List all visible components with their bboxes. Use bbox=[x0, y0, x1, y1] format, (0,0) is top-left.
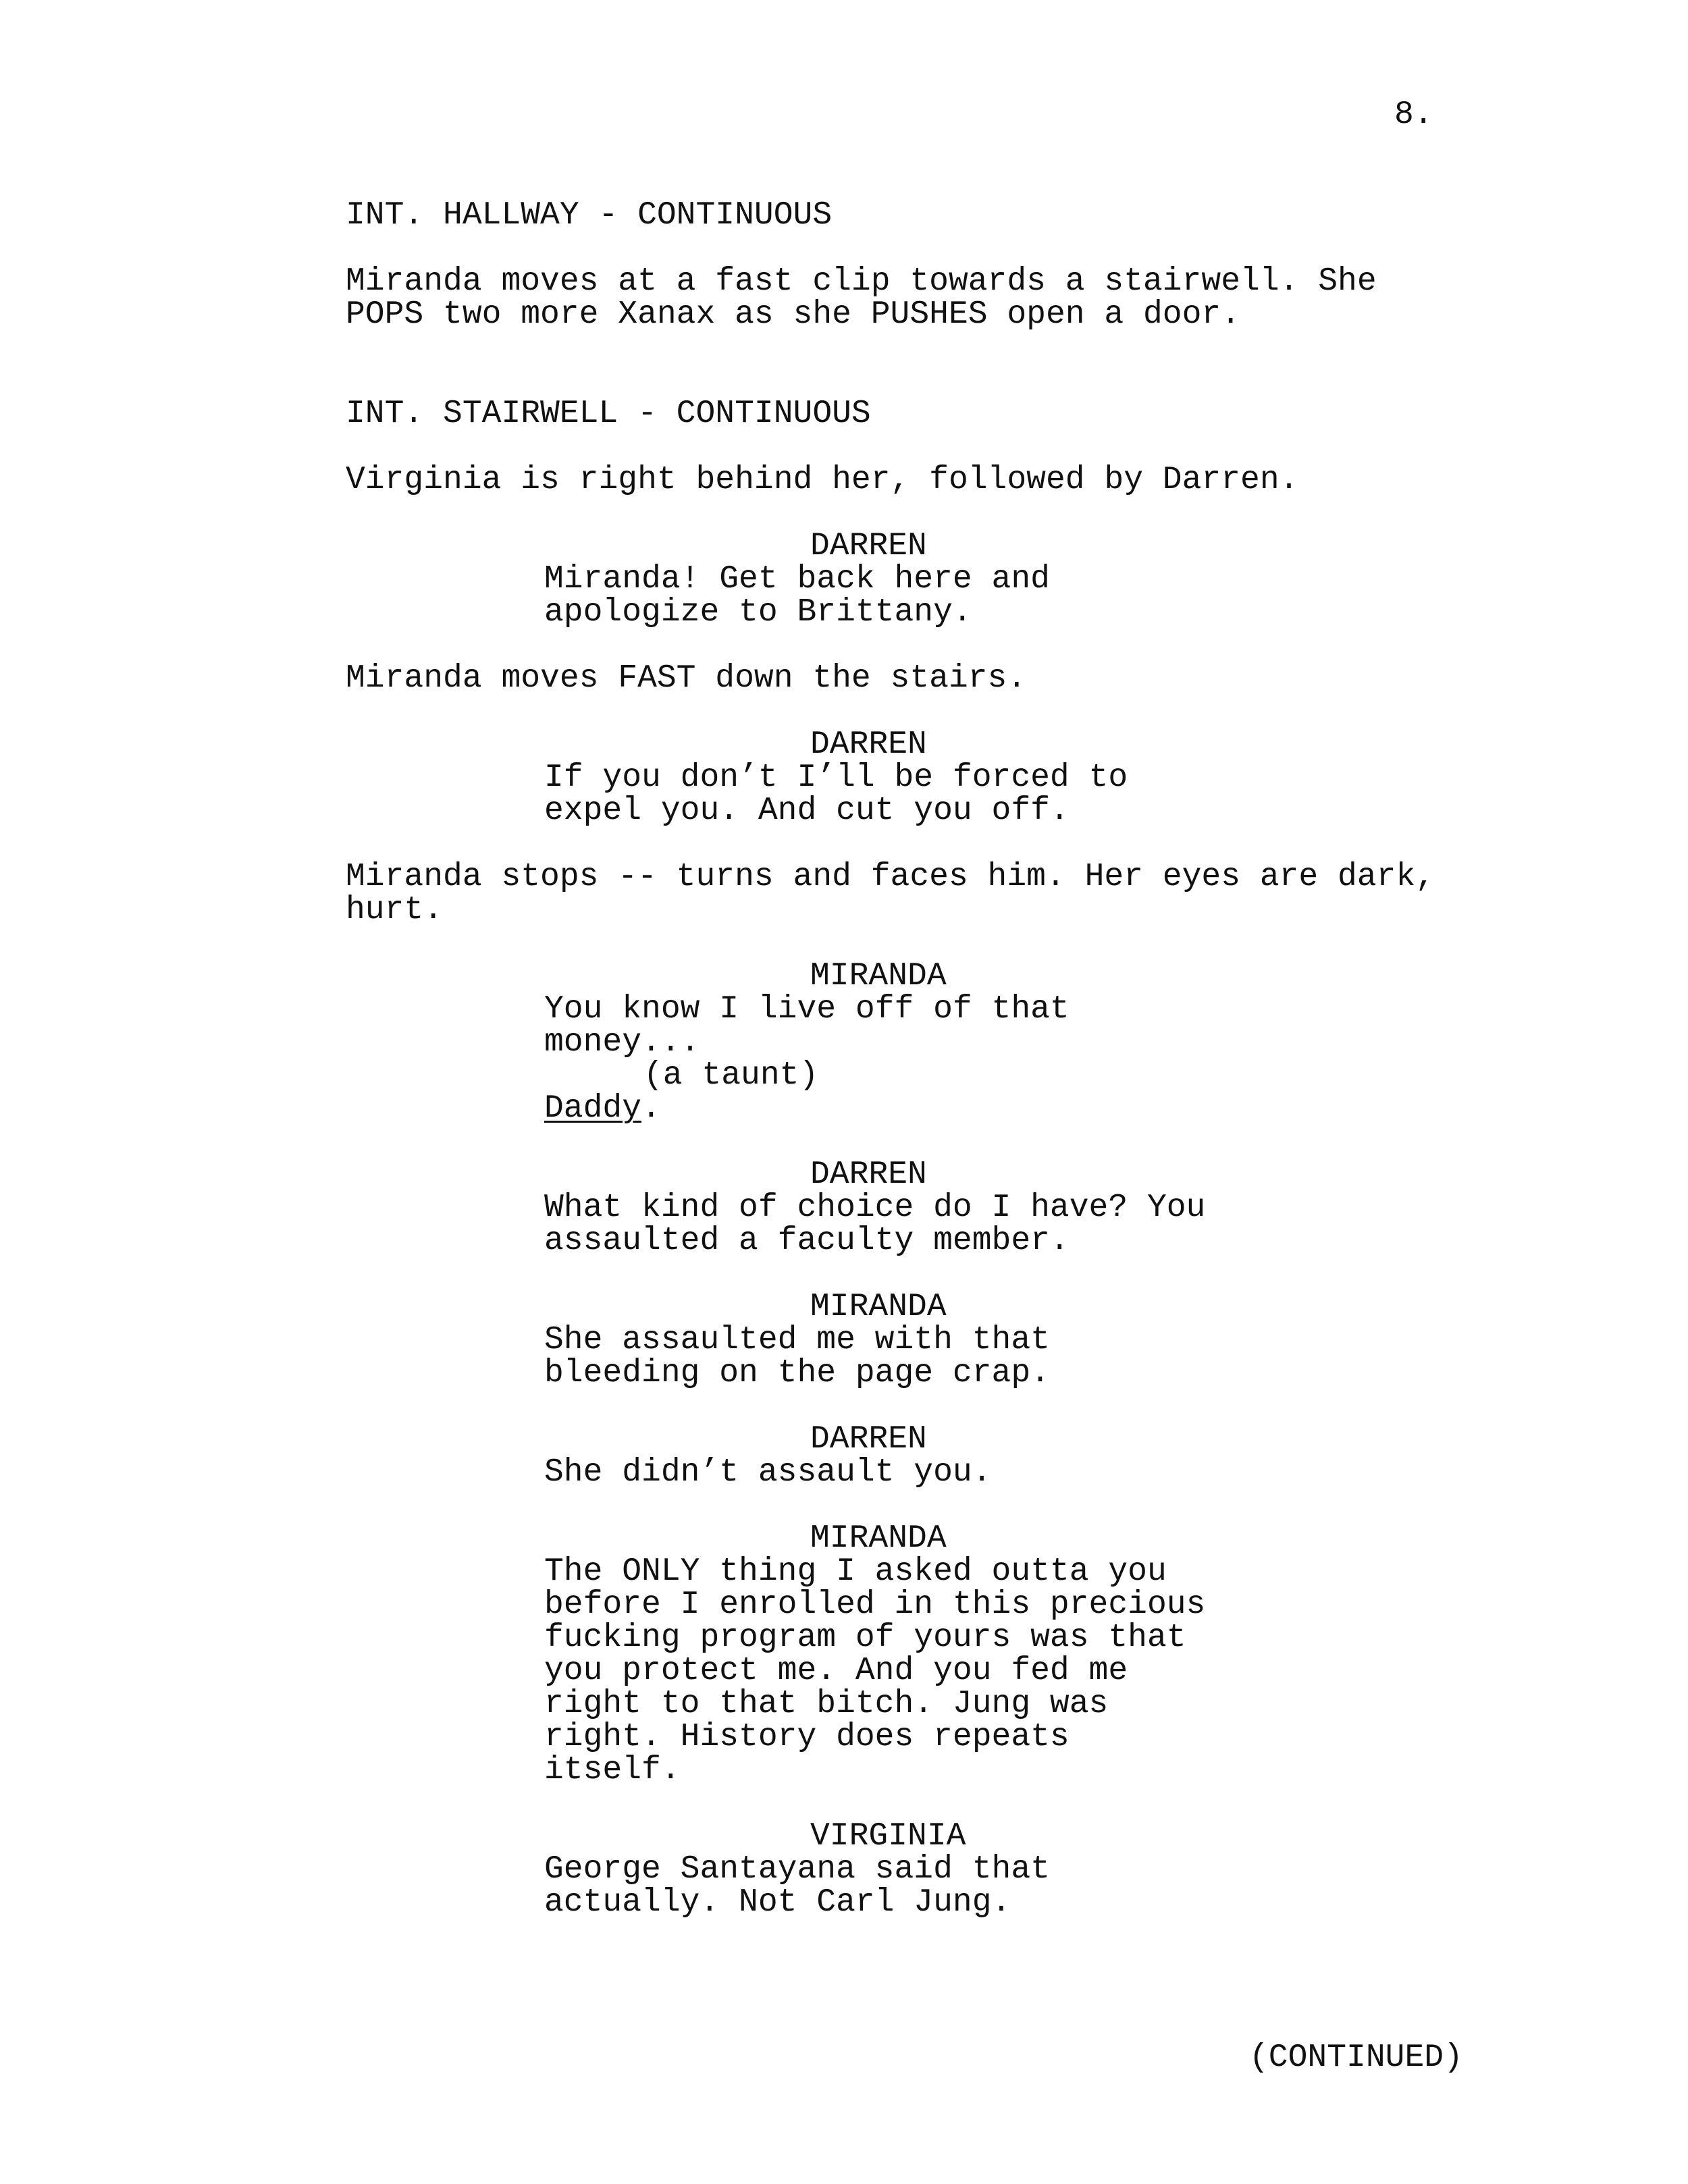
character-name: MIRANDA bbox=[810, 958, 947, 994]
character-name: DARREN bbox=[810, 1421, 927, 1458]
dialogue-line: fucking program of yours was that bbox=[544, 1620, 1186, 1656]
character-name: DARREN bbox=[810, 528, 927, 564]
scene-heading: INT. HALLWAY - CONTINUOUS bbox=[346, 197, 833, 234]
dialogue-line: right to that bitch. Jung was bbox=[544, 1686, 1109, 1722]
dialogue-line: apologize to Brittany. bbox=[544, 594, 972, 631]
dialogue-punctuation: . bbox=[641, 1090, 661, 1127]
scene-heading: INT. STAIRWELL - CONTINUOUS bbox=[346, 396, 871, 432]
dialogue-line: actually. Not Carl Jung. bbox=[544, 1884, 1011, 1921]
character-name: DARREN bbox=[810, 726, 927, 763]
character-name: MIRANDA bbox=[810, 1289, 947, 1325]
dialogue-line: The ONLY thing I asked outta you bbox=[544, 1553, 1167, 1590]
action-line: Miranda stops -- turns and faces him. Her eyes are dark, bbox=[346, 859, 1435, 895]
underlined-word: Daddy bbox=[544, 1090, 642, 1127]
dialogue-line: right. History does repeats bbox=[544, 1719, 1070, 1755]
action-line: POPS two more Xanax as she PUSHES open a door. bbox=[346, 296, 1241, 333]
action-line: Miranda moves FAST down the stairs. bbox=[346, 660, 1027, 697]
dialogue-line: George Santayana said that bbox=[544, 1851, 1050, 1888]
action-line: Miranda moves at a fast clip towards a stairwell. She bbox=[346, 263, 1377, 300]
dialogue-line bbox=[544, 1092, 661, 1125]
dialogue-line: before I enrolled in this precious bbox=[544, 1587, 1206, 1623]
dialogue-line: Miranda! Get back here and bbox=[544, 561, 1050, 597]
page-number: 8. bbox=[1394, 97, 1433, 133]
parenthetical: (a taunt) bbox=[643, 1057, 819, 1094]
dialogue-line: assaulted a faculty member. bbox=[544, 1223, 1070, 1259]
character-name: DARREN bbox=[810, 1156, 927, 1193]
dialogue-line: You know I live off of that bbox=[544, 991, 1070, 1028]
dialogue-line: money... bbox=[544, 1024, 700, 1061]
dialogue-line: you protect me. And you fed me bbox=[544, 1653, 1128, 1689]
dialogue-line: She didn’t assault you. bbox=[544, 1454, 992, 1491]
character-name: VIRGINIA bbox=[810, 1818, 966, 1855]
character-name: MIRANDA bbox=[810, 1520, 947, 1557]
continued-marker: (CONTINUED) bbox=[1249, 2040, 1463, 2076]
dialogue-line: itself. bbox=[544, 1752, 681, 1788]
dialogue-line: What kind of choice do I have? You bbox=[544, 1190, 1206, 1226]
dialogue-line: bleeding on the page crap. bbox=[544, 1355, 1050, 1391]
dialogue-line: expel you. And cut you off. bbox=[544, 793, 1070, 829]
action-line: Virginia is right behind her, followed by Darren. bbox=[346, 462, 1299, 498]
action-line: hurt. bbox=[346, 892, 444, 928]
dialogue-line: If you don’t I’ll be forced to bbox=[544, 760, 1128, 796]
dialogue-line: She assaulted me with that bbox=[544, 1322, 1050, 1358]
